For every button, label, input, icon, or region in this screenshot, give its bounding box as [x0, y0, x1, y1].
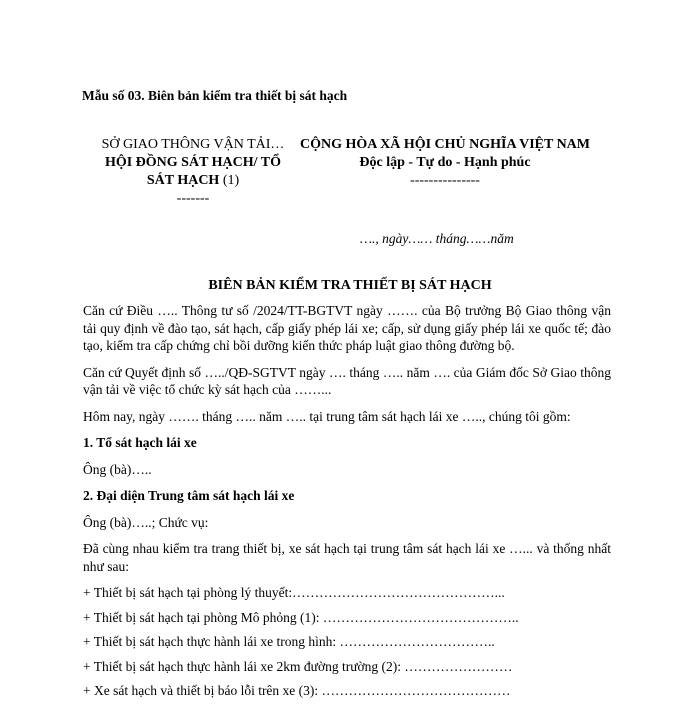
center-representative: Ông (bà)…..; Chức vụ:: [83, 514, 209, 530]
list-item: + Thiết bị sát hạch thực hành lái xe 2km đường trường (2): ……………………: [83, 658, 513, 674]
right-divider: ---------------: [410, 173, 480, 188]
list-item: + Thiết bị sát hạch tại phòng lý thuyết:………………………………………...: [83, 585, 505, 600]
council-note-marker: (1): [219, 173, 240, 188]
section-heading-center-representative: 2. Đại diện Trung tâm sát hạch lái xe: [83, 488, 295, 503]
list-item: + Thiết bị sát hạch tại phòng Mô phỏng (1): ……………………………………..: [83, 609, 519, 625]
inspection-agreement-paragraph: Đã cùng nhau kiểm tra trang thiết bị, xe sát hạch tại trung tâm sát hạch lái xe …... và thống nhất như sau:: [83, 541, 611, 574]
document-body: [83, 302, 611, 707]
left-divider: -------: [176, 191, 210, 206]
council-name-text: HỘI ĐỒNG SÁT HẠCH/ TỔ SÁT HẠCH: [104, 155, 282, 188]
national-motto: Độc lập - Tự do - Hạnh phúc: [359, 155, 531, 170]
date-line: …., ngày…… tháng……năm: [360, 231, 514, 246]
decision-basis-paragraph: Căn cứ Quyết định số …../QĐ-SGTVT ngày …. tháng ….. năm …. của Giám đốc Sở Giao thông vận tải về việc tổ chức kỳ sát hạch của ……...: [83, 364, 611, 397]
department-name: SỞ GIAO THÔNG VẬN TẢI…: [101, 137, 285, 152]
attendees-intro-paragraph: Hôm nay, ngày ……. tháng ….. năm ….. tại trung tâm sát hạch lái xe ….., chúng tôi gồm:: [83, 408, 571, 424]
council-name: [98, 154, 288, 190]
issuing-authority-header: [98, 136, 288, 208]
test-team-member: Ông (bà)…..: [83, 461, 152, 477]
national-header: [290, 136, 600, 190]
form-title: Mẫu số 03. Biên bản kiểm tra thiết bị sát hạch: [82, 88, 348, 103]
legal-basis-paragraph: Căn cứ Điều ….. Thông tư số /2024/TT-BGTVT ngày ……. của Bộ trưởng Bộ Giao thông vận tải quy định về đào tạo, sát hạch, cấp giấy phép lái xe; cấp, sử dụng giấy phép lái xe quốc tế; đào tạo, kiểm tra cấp chứng chỉ bồi dưỡng kiến thức pháp luật giao thông đường bộ.: [83, 303, 611, 353]
national-title: CỘNG HÒA XÃ HỘI CHỦ NGHĨA VIỆT NAM: [299, 137, 590, 152]
document-title: BIÊN BẢN KIỂM TRA THIẾT BỊ SÁT HẠCH: [208, 278, 492, 293]
section-heading-test-team: 1. Tổ sát hạch lái xe: [83, 435, 197, 450]
list-item: + Thiết bị sát hạch thực hành lái xe trong hình: ……………………………..: [83, 634, 495, 649]
list-item: + Xe sát hạch và thiết bị báo lỗi trên xe (3): ……………………………………: [83, 683, 511, 698]
